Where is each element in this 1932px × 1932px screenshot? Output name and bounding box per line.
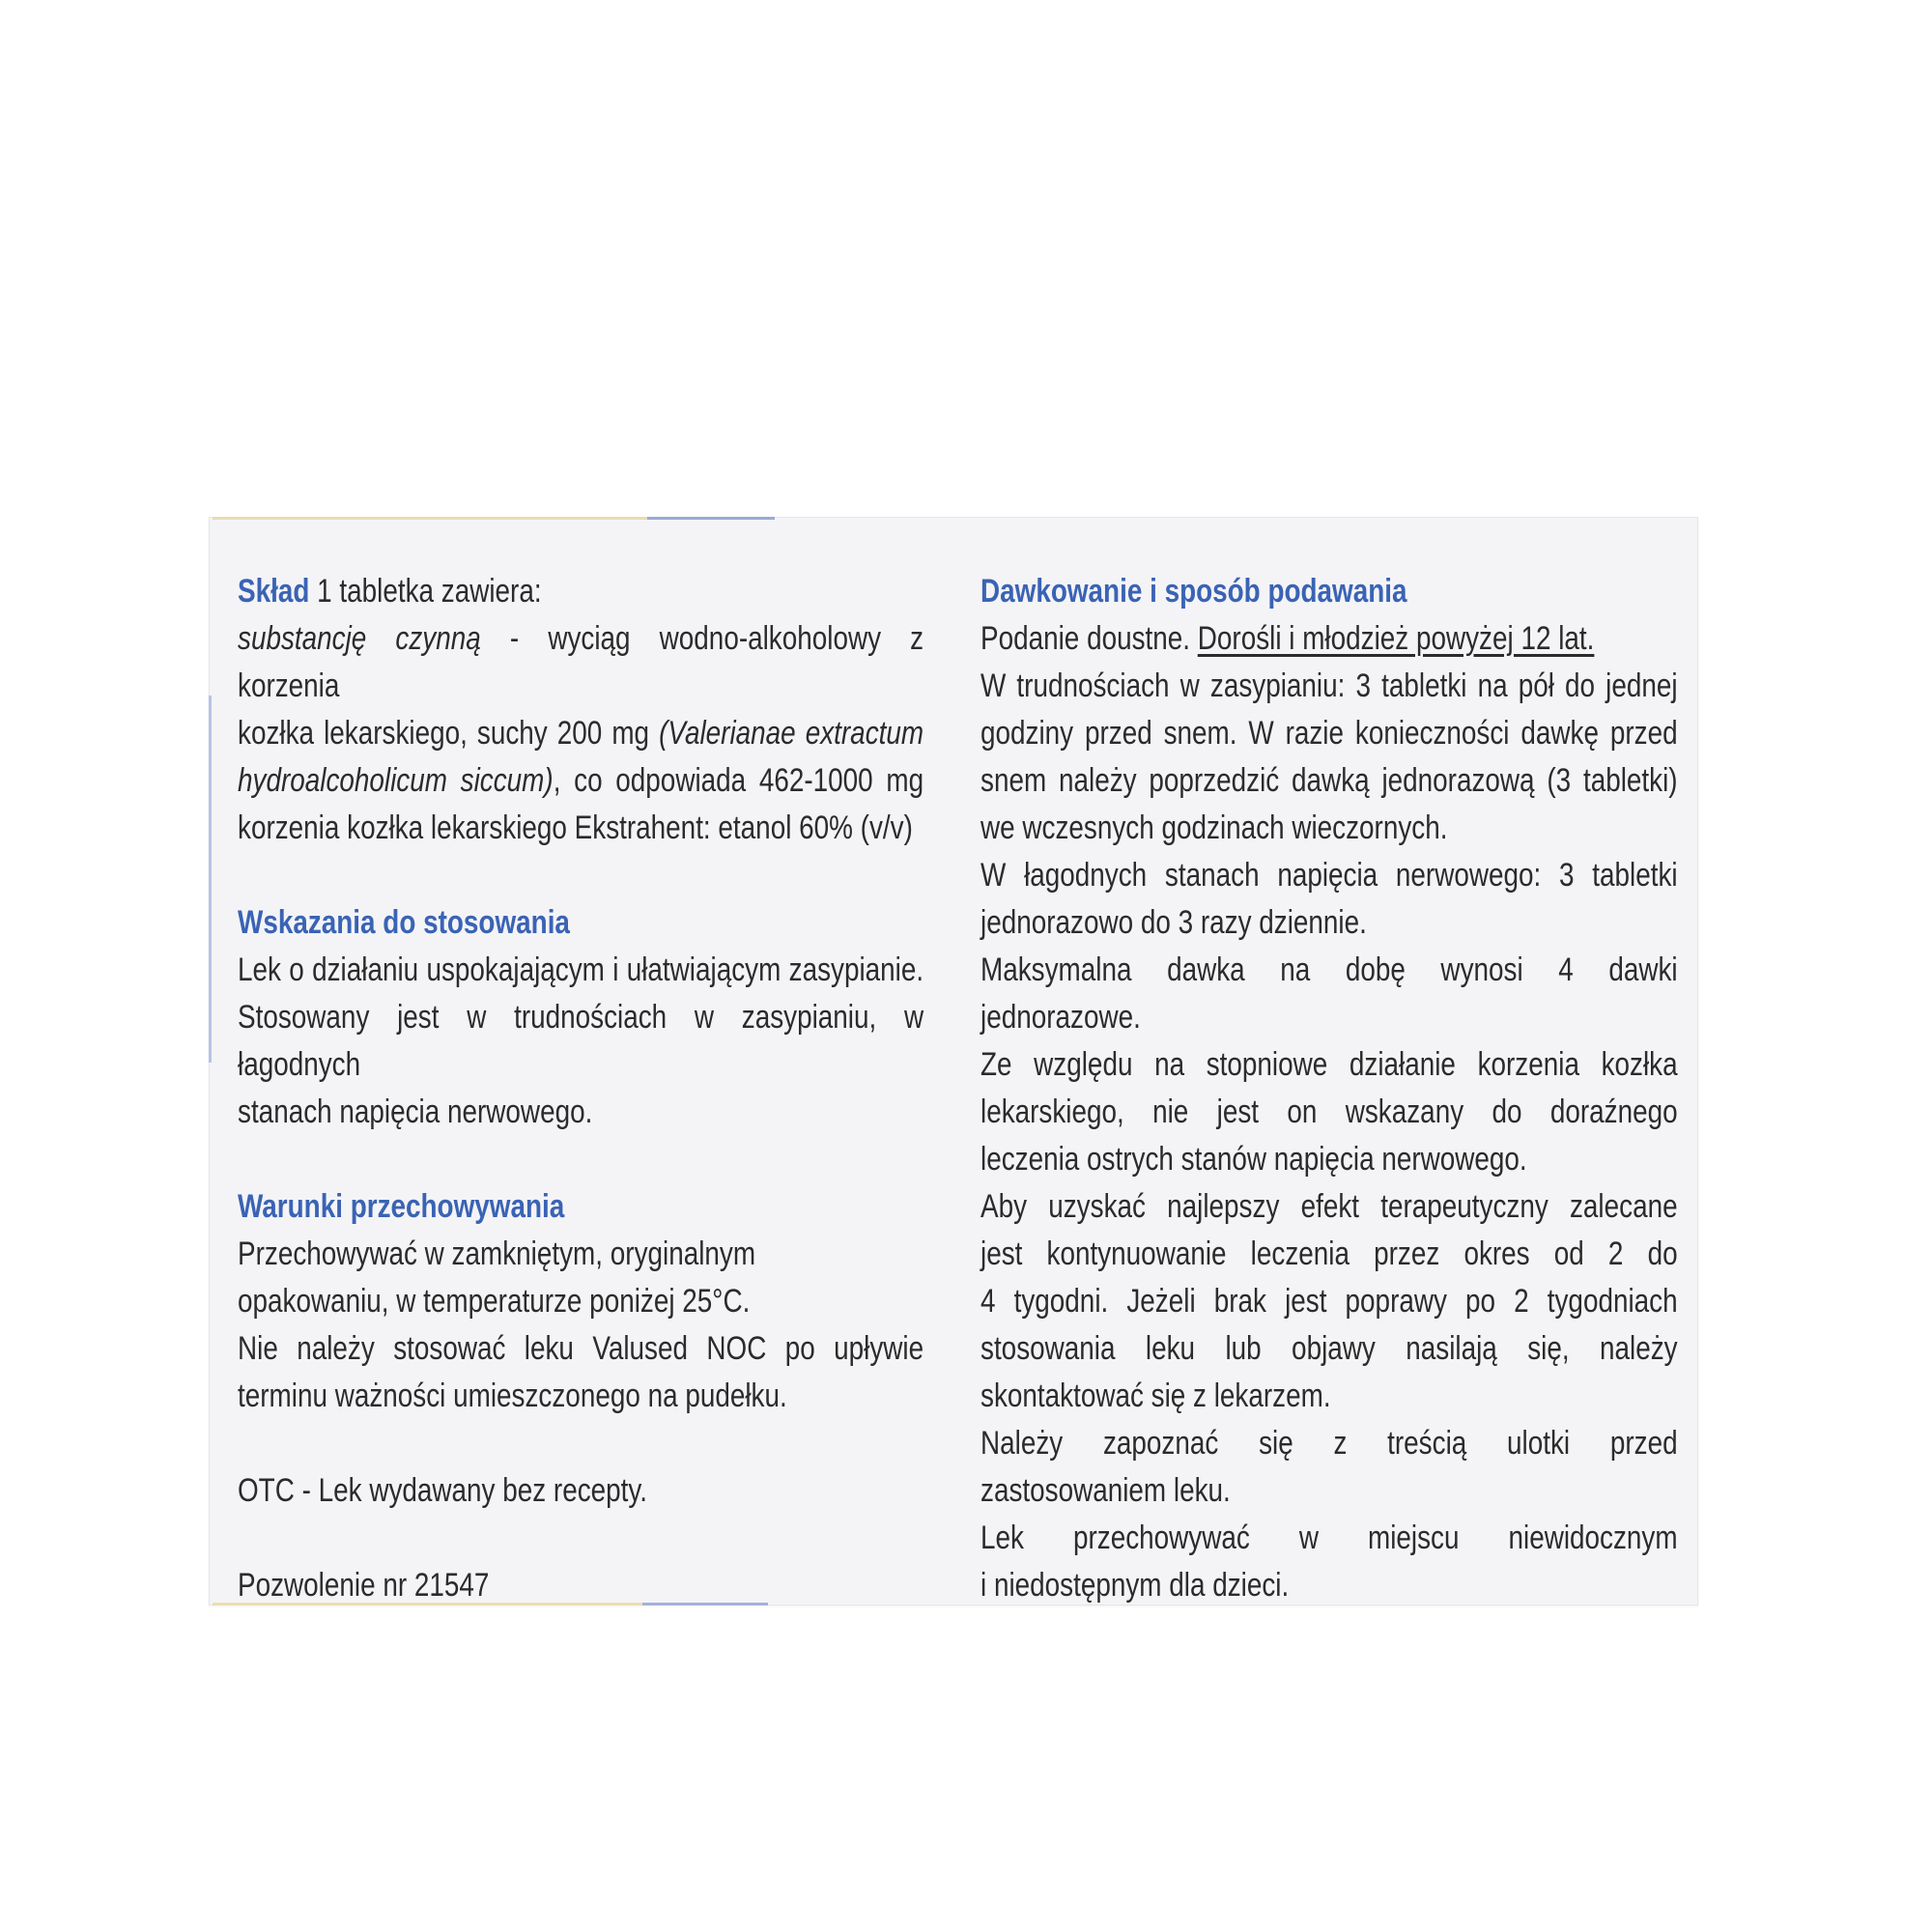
composition-heading: Skład [238,573,310,610]
right-column [980,568,1678,1609]
dosage-line: jednorazowo do 3 razy dziennie. [980,904,1367,941]
permit-number: Pozwolenie nr 21547 [238,1567,490,1604]
indications-heading: Wskazania do stosowania [238,904,570,941]
dosage-line: Ze względu na stopniowe działanie korzenia kozłka [980,1046,1678,1083]
latin-name: hydroalcoholicum siccum) [238,762,554,799]
composition-line-4 [238,757,923,805]
dosage-text: Podanie doustne. [980,620,1198,657]
indications-line: Stosowany jest w trudnościach w zasypianiu, w łagodnych [238,999,924,1083]
composition-line-5: korzenia kozłka lekarskiego Ekstrahent: etanol 60% (v/v) [238,810,913,846]
dosage-line: i niedostępnym dla dzieci. [980,1567,1290,1604]
dosage-line: skontaktować się z lekarzem. [980,1378,1331,1414]
composition-line-2 [238,615,923,710]
top-edge-blue-stripe [647,517,775,520]
composition-text: kozłka lekarskiego, suchy 200 mg [238,715,660,752]
composition-line-1 [238,568,923,615]
dosage-heading: Dawkowanie i sposób podawania [980,573,1407,610]
dosage-line: we wczesnych godzinach wieczornych. [980,810,1448,846]
dosage-line: stosowania leku lub objawy nasilają się, należy [980,1330,1678,1367]
dosage-line: Należy zapoznać się z treścią ulotki przed [980,1425,1678,1462]
indications-line: stanach napięcia nerwowego. [238,1094,593,1130]
active-substance-label: substancję czynną [238,620,481,657]
composition-text: , co odpowiada 462-1000 mg [553,762,924,799]
indications-line: Lek o działaniu uspokajającym i ułatwiającym zasypianie. [238,952,924,988]
dosage-line: W trudnościach w zasypianiu: 3 tabletki na pół do jednej [980,668,1678,704]
dosage-line: 4 tygodni. Jeżeli brak jest poprawy po 2 tygodniach [980,1283,1678,1320]
latin-name: (Valerianae extractum [659,715,924,752]
dosage-line: lekarskiego, nie jest on wskazany do doraźnego [980,1094,1678,1130]
left-edge-blue-stripe [209,696,212,1063]
storage-line: Przechowywać w zamkniętym, oryginalnym [238,1236,756,1272]
storage-heading: Warunki przechowywania [238,1188,565,1225]
dosage-line-1 [980,615,1678,663]
age-group-note: Dorośli i młodzież powyżej 12 lat. [1197,620,1595,657]
otc-notice: OTC - Lek wydawany bez recepty. [238,1472,648,1509]
dosage-line: Maksymalna dawka na dobę wynosi 4 dawki jednorazowe. [980,952,1678,1036]
composition-line-3 [238,710,923,757]
dosage-line: Lek przechowywać w miejscu niewidocznym [980,1520,1678,1556]
dosage-line: W łagodnych stanach napięcia nerwowego: 3 tabletki [980,857,1678,894]
dosage-line: leczenia ostrych stanów napięcia nerwowego. [980,1141,1527,1178]
dosage-line: zastosowaniem leku. [980,1472,1231,1509]
storage-line: opakowaniu, w temperaturze poniżej 25°C. [238,1283,751,1320]
storage-line: terminu ważności umieszczonego na pudełku. [238,1378,787,1414]
top-edge-yellow-stripe [213,517,647,520]
dosage-line: snem należy poprzedzić dawką jednorazową (3 tabletki) [980,762,1678,799]
left-column [238,568,923,1609]
composition-intro: 1 tabletka zawiera: [309,573,542,610]
composition-text: - wyciąg wodno-alkoholowy z korzenia [238,620,924,704]
dosage-line: Aby uzyskać najlepszy efekt terapeutyczny zalecane [980,1188,1678,1225]
dosage-line: godziny przed snem. W razie konieczności dawkę przed [980,715,1678,752]
dosage-line: jest kontynuowanie leczenia przez okres od 2 do [980,1236,1678,1272]
storage-line: Nie należy stosować leku Valused NOC po upływie [238,1330,924,1367]
